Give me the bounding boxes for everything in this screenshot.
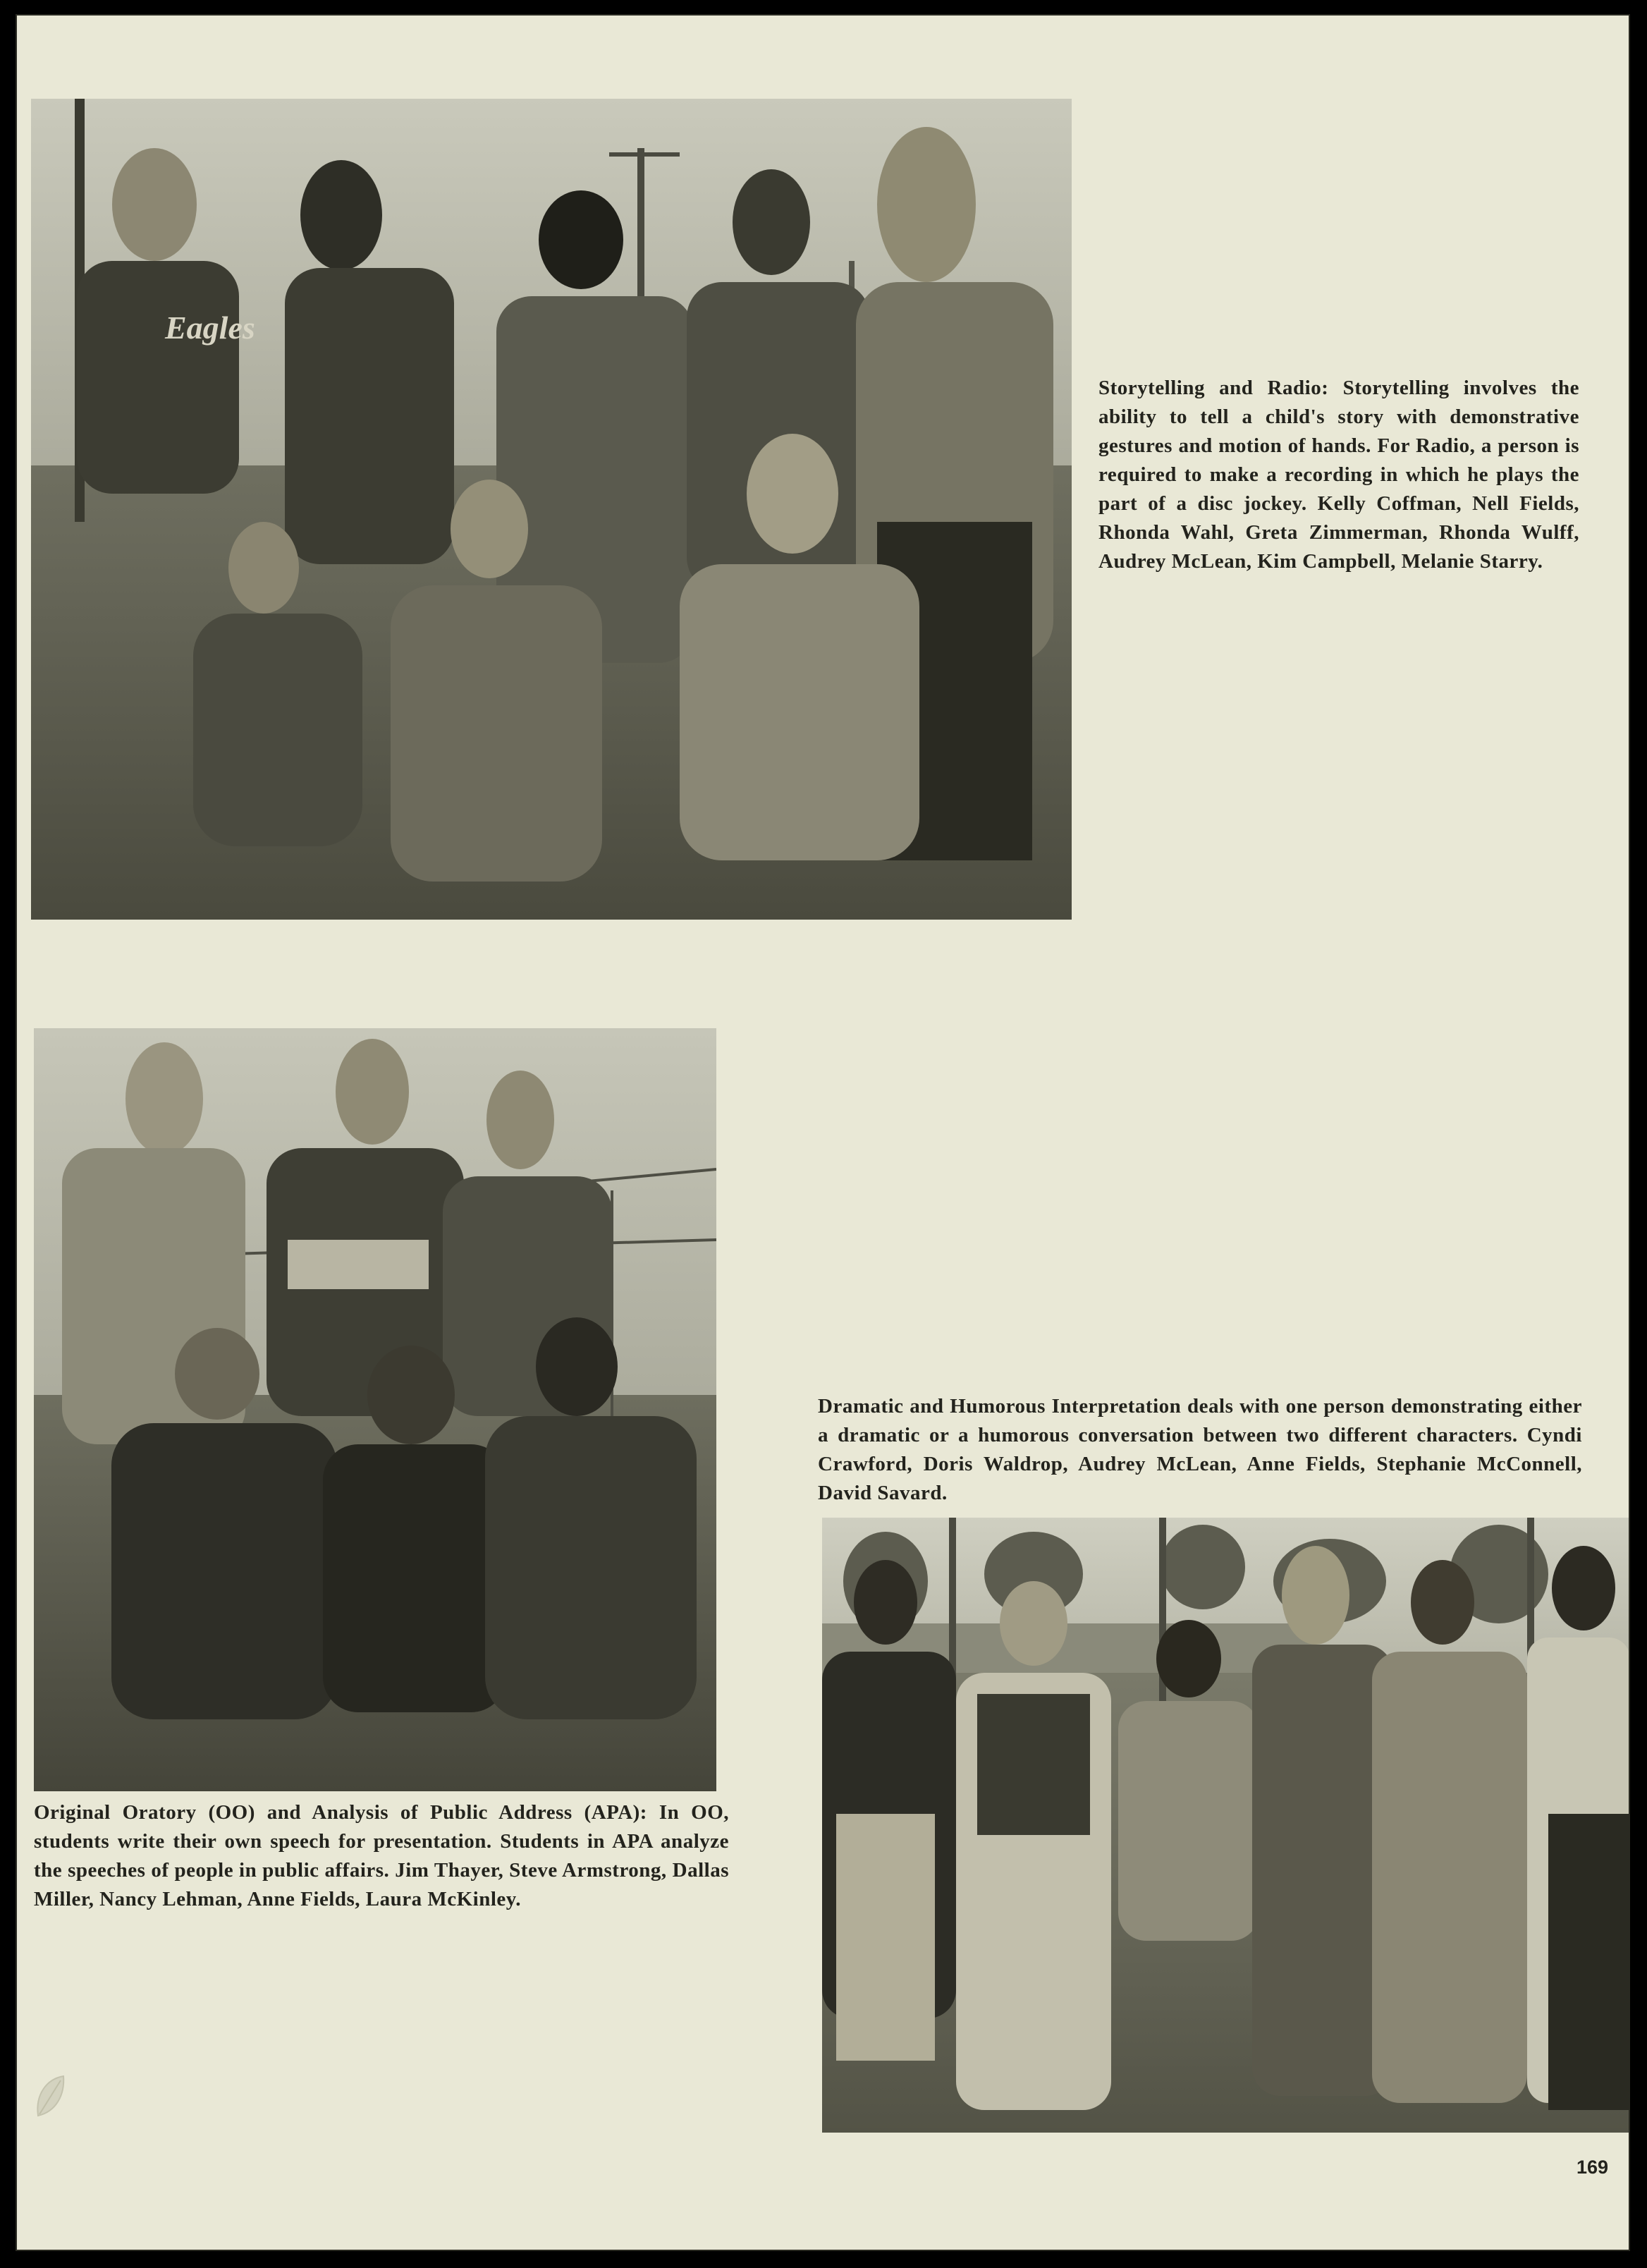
sweater-lettering: Eagles (165, 310, 255, 346)
yearbook-page (16, 14, 1630, 2251)
photo-storytelling-radio-group (31, 99, 1072, 920)
caption-storytelling-radio: Storytelling and Radio: Storytelling involves the ability to tell a child's story with demonstrative gestures and motion of hands. For Radio, a person is required to make a recording in which he plays the part of a disc jockey. Kelly Coffman, Nell Fields, Rhonda Wahl, Greta Zimmerman, Rhonda Wulff, Audrey McLean, Kim Campbell, Melanie Starry. (1098, 377, 1579, 573)
leaf-icon (32, 2073, 68, 2120)
photo-oratory-apa-group (34, 1028, 716, 1791)
photo-dramatic-humorous-group (822, 1518, 1630, 2133)
caption-oratory-apa: Original Oratory (OO) and Analysis of Public Address (APA): In OO, students write their own speech for presentation. Students in APA analyze the speeches of people in public affairs. Jim Thayer, Steve Armstrong, Dallas Miller, Nancy Lehman, Anne Fields, Laura McKinley. (34, 1801, 729, 1910)
page-number: 169 (1576, 2157, 1609, 2178)
caption-dramatic-humorous: Dramatic and Humorous Interpretation deals with one person demonstrating either a dramatic or a humorous conversation between two different characters. Cyndi Crawford, Doris Waldrop, Audrey McLean, Anne Fields, Stephanie McConnell, David Savard. (818, 1395, 1582, 1504)
